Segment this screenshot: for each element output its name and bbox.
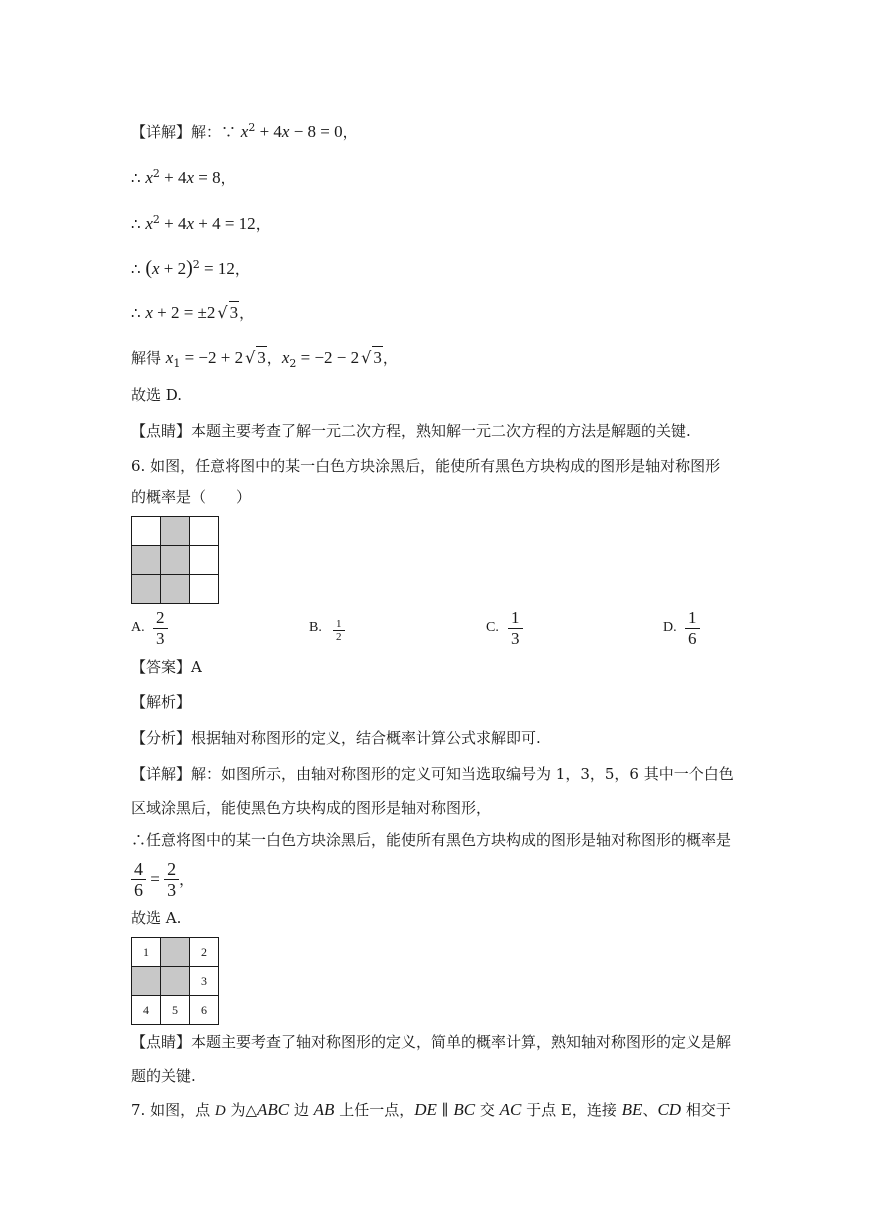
detail2-line3: ∴任意将图中的某一白色方块涂黑后，能使所有黑色方块构成的图形是轴对称图形的概率是 [131,831,732,849]
grid-cell-shaded [132,575,161,604]
answer: 【答案】A [131,658,202,676]
fraction-4-6: $\frac{4}{6}$ [131,859,146,900]
option-d-letter: D. [663,620,677,635]
grid-cell [190,575,219,604]
detail-line-6: 解得 $x_1 = -2 + 2$ √ 3，$x_2 = -2 - 2$ √ 3， [131,348,398,370]
grid-cell [190,546,219,575]
grid-cell-4: 4 [132,996,161,1025]
detail-line-3: ∴ $x^2 + 4x + 4 = 12$， [131,213,271,233]
detail-line-2: ∴ $x^2 + 4x = 8$， [131,167,236,187]
grid-cell-shaded [132,967,161,996]
grid-cell [190,517,219,546]
detail2-line2: 区域涂黑后，能使黑色方块构成的图形是轴对称图形， [131,799,492,817]
fraction-2-3: $\frac{2}{3}$ [164,859,179,900]
grid-cell-shaded [161,938,190,967]
detail-line-1: 【详解】解：∵ $x^2 + 4x - 8 = 0$， [131,121,358,141]
option-a-letter: A. [131,620,145,635]
detail2-line1: 【详解】解：如图所示，由轴对称图形的定义可知当选取编号为 1，3，5，6 其中一个白色 [131,765,734,783]
summary2-line1: 【点睛】本题主要考查了轴对称图形的定义，简单的概率计算，熟知轴对称图形的定义是解 [131,1033,732,1051]
option-c-value: $\frac{1}{3}$ [508,608,523,649]
grid-cell-5: 5 [161,996,190,1025]
numbered-grid [131,937,219,1025]
grid-cell-shaded [132,546,161,575]
detail-prefix: 【详解】解：∵ [131,123,241,141]
question6-grid [131,516,219,604]
grid-cell-3: 3 [190,967,219,996]
analysis-heading: 【解析】 [131,693,192,711]
grid-cell-shaded [161,517,190,546]
grid-cell-shaded [161,575,190,604]
option-b-value: $\frac{1}{2}$ [333,618,345,643]
detail-conclusion: 故选 D. [131,386,183,404]
question6-line1: 6. 如图，任意将图中的某一白色方块涂黑后，能使所有黑色方块构成的图形是轴对称图形 [131,457,721,475]
detail-line-5: ∴ x + 2 = ±2 √ 3， [131,303,255,322]
grid-cell-shaded [161,546,190,575]
grid-cell [132,517,161,546]
detail2-conclusion: 故选 A. [131,909,182,927]
grid-cell-2: 2 [190,938,219,967]
option-d-value: $\frac{1}{6}$ [685,608,700,649]
summary-1: 【点睛】本题主要考查了解一元二次方程，熟知解一元二次方程的方法是解题的关键. [131,422,691,440]
option-a-value: $\frac{2}{3}$ [153,608,168,649]
detail-line-4: ∴ $(x + 2)^2 = 12$， [131,257,250,279]
summary2-line2: 题的关键. [131,1067,196,1085]
grid-cell-1: 1 [132,938,161,967]
analysis: 【分析】根据轴对称图形的定义，结合概率计算公式求解即可. [131,729,541,747]
option-b-letter: B. [309,620,322,635]
question7-line1: 7. 如图，点 D 为△ABC 边 AB 上任一点，DE ∥ BC 交 AC 于点 E，连接 BE、CD 相交于 [131,1100,731,1119]
grid-cell-shaded [161,967,190,996]
detail2-fraction-line: $\frac{4}{6}$ = $\frac{2}{3}$ ， [131,859,194,900]
option-c-letter: C. [486,620,499,635]
grid-cell-6: 6 [190,996,219,1025]
question6-line2: 的概率是（ ） [131,488,252,506]
